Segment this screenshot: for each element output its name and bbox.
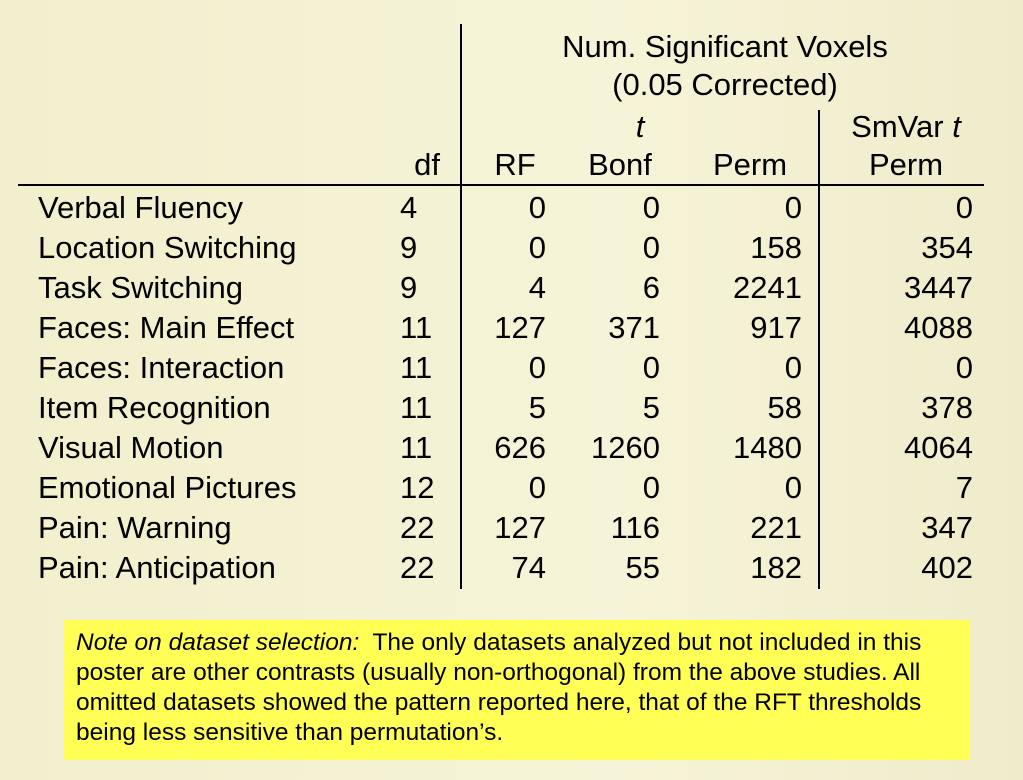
row-rf: 5 [528,390,546,425]
row-smvar-perm: 0 [955,350,973,385]
row-df: 9 [400,230,418,265]
row-name: Item Recognition [38,390,271,425]
row-df: 22 [400,550,435,585]
col-header-df: df [414,147,440,182]
table-row [0,468,1023,508]
row-rf: 0 [528,470,546,505]
smvar-header [826,108,986,146]
row-smvar-perm: 354 [921,230,973,265]
row-smvar-perm: 402 [921,550,973,585]
row-rf: 0 [528,230,546,265]
row-perm: 0 [784,190,802,225]
col-header-smvar-perm: Perm [868,147,944,182]
row-rf: 0 [528,190,546,225]
row-bonf: 371 [608,310,660,345]
row-perm: 182 [750,550,802,585]
row-df: 12 [400,470,435,505]
row-perm: 158 [750,230,802,265]
row-smvar-perm: 4088 [904,310,973,345]
table-row [0,388,1023,428]
smvar-label: SmVar [851,109,944,144]
row-perm: 1480 [733,430,802,465]
row-bonf: 55 [625,550,660,585]
row-name: Verbal Fluency [38,190,244,225]
row-name: Faces: Interaction [38,350,285,385]
row-df: 9 [400,270,418,305]
note-lead: Note on dataset selection: [76,629,360,656]
row-bonf: 0 [642,350,660,385]
t-header: t [635,109,645,144]
note-box [64,620,970,760]
row-bonf: 0 [642,190,660,225]
row-name: Visual Motion [38,430,224,465]
table-row [0,508,1023,548]
col-header-perm: Perm [712,147,788,182]
table-row [0,228,1023,268]
row-df: 11 [400,310,433,345]
row-smvar-perm: 3447 [904,270,973,305]
col-header-bonf: Bonf [588,147,652,182]
row-perm: 221 [750,510,802,545]
row-df: 11 [400,350,433,385]
table-row [0,428,1023,468]
group-title-line1: Num. Significant Voxels [562,29,888,64]
row-bonf: 0 [642,230,660,265]
row-rf: 4 [528,270,546,305]
table-row [0,268,1023,308]
row-smvar-perm: 4064 [904,430,973,465]
row-smvar-perm: 347 [921,510,973,545]
smvar-t-label: t [952,109,961,144]
table-row [0,188,1023,228]
row-perm: 58 [767,390,802,425]
row-df: 22 [400,510,435,545]
table-row [0,348,1023,388]
row-name: Emotional Pictures [38,470,297,505]
row-rf: 74 [511,550,546,585]
row-bonf: 5 [642,390,660,425]
row-name: Pain: Warning [38,510,232,545]
row-perm: 2241 [733,270,802,305]
row-name: Task Switching [38,270,244,305]
table-row [0,548,1023,588]
row-name: Faces: Main Effect [38,310,295,345]
row-name: Pain: Anticipation [38,550,276,585]
row-bonf: 1260 [591,430,660,465]
row-bonf: 116 [610,510,660,545]
row-smvar-perm: 7 [955,470,973,505]
table-body [0,188,1023,588]
row-perm: 917 [750,310,802,345]
row-df: 4 [400,190,418,225]
row-df: 11 [400,430,433,465]
table-row [0,308,1023,348]
row-rf: 127 [494,510,546,545]
group-title-line2: (0.05 Corrected) [612,67,838,102]
col-header-rf: RF [494,147,536,182]
row-name: Location Switching [38,230,297,265]
row-rf: 0 [528,350,546,385]
header-rule [18,184,984,186]
row-smvar-perm: 0 [955,190,973,225]
row-rf: 626 [494,430,546,465]
row-bonf: 0 [642,470,660,505]
row-rf: 127 [494,310,546,345]
row-perm: 0 [784,470,802,505]
row-perm: 0 [784,350,802,385]
row-bonf: 6 [642,270,660,305]
row-df: 11 [400,390,433,425]
row-smvar-perm: 378 [921,390,973,425]
note-body: The only datasets analyzed but not included in this poster are other contrasts (usually non-orthogonal) from the above studies. All omitted datasets showed the pattern reported here, that of the RFT thresholds being less sensitive than permutation’s. [76,629,922,746]
